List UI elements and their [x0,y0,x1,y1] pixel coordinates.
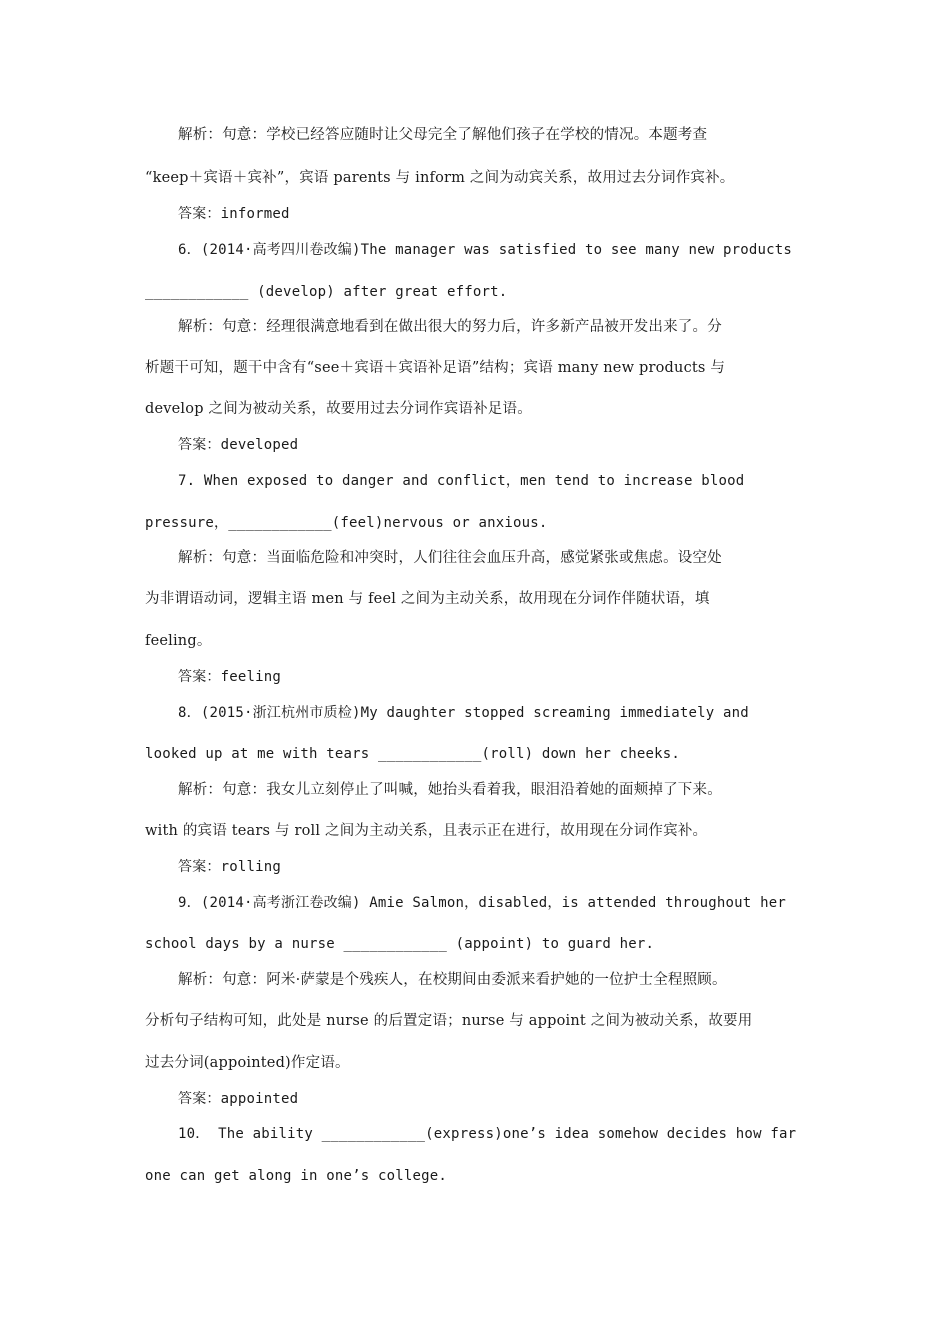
explanation-6-line-2: 析题干可知，题干中含有“see＋宾语＋宾语补足语”结构；宾语 many new products 与 [145,360,726,376]
explanation-8-line-1: 解析：句意：我女儿立刻停止了叫喊，她抬头看着我，眼泪沿着她的面颊掉了下来。 [178,782,722,798]
question-8-line-1: 8．(2015·浙江杭州市质检)My daughter stopped screaming immediately and [178,705,749,721]
explanation-9-line-2: 分析句子结构可知，此处是 nurse 的后置定语；nurse 与 appoint 之间为被动关系，故要用 [145,1013,753,1029]
explanation-6-line-3: develop 之间为被动关系，故要用过去分词作宾语补足语。 [145,401,532,417]
explanation-7-line-2: 为非谓语动词，逻辑主语 men 与 feel 之间为主动关系，故用现在分词作伴随状语，填 [145,591,710,607]
question-9-line-2: school days by a nurse ____________ (appoint) to guard her. [145,936,655,952]
answer-8: 答案：rolling [178,859,282,875]
answer-6: 答案：developed [178,437,299,453]
answer-5: 答案：informed [178,206,290,222]
answer-7: 答案：feeling [178,669,282,685]
question-6-line-2: ____________ (develop) after great effort. [145,284,508,300]
question-7-line-2: pressure，____________(feel)nervous or anxious. [145,515,548,531]
explanation-5-line-2: “keep＋宾语＋宾补”，宾语 parents 与 inform 之间为动宾关系，故用过去分词作宾补。 [145,170,735,186]
explanation-5-line-1: 解析：句意：学校已经答应随时让父母完全了解他们孩子在学校的情况。本题考查 [178,127,708,143]
question-6-line-1: 6．(2014·高考四川卷改编)The manager was satisfied to see many new products [178,242,793,258]
question-7-line-1: 7. When exposed to danger and conflict，men tend to increase blood [178,473,745,489]
explanation-6-line-1: 解析：句意：经理很满意地看到在做出很大的努力后，许多新产品被开发出来了。分 [178,319,722,335]
answer-9: 答案：appointed [178,1091,299,1107]
question-8-line-2: looked up at me with tears ____________(roll) down her cheeks. [145,746,680,762]
explanation-8-line-2: with 的宾语 tears 与 roll 之间为主动关系，且表示正在进行，故用现在分词作宾补。 [145,823,708,839]
explanation-9-line-1: 解析：句意：阿米·萨蒙是个残疾人，在校期间由委派来看护她的一位护士全程照顾。 [178,972,727,988]
question-10-line-1: 10． The ability ____________(express)one’s idea somehow decides how far [178,1126,797,1142]
explanation-7-line-1: 解析：句意：当面临危险和冲突时，人们往往会血压升高，感觉紧张或焦虑。设空处 [178,550,722,566]
question-10-line-2: one can get along in one’s college. [145,1168,448,1184]
explanation-9-line-3: 过去分词(appointed)作定语。 [145,1055,350,1071]
question-9-line-1: 9．(2014·高考浙江卷改编) Amie Salmon，disabled，is attended throughout her [178,895,786,911]
explanation-7-line-3: feeling。 [145,633,212,649]
